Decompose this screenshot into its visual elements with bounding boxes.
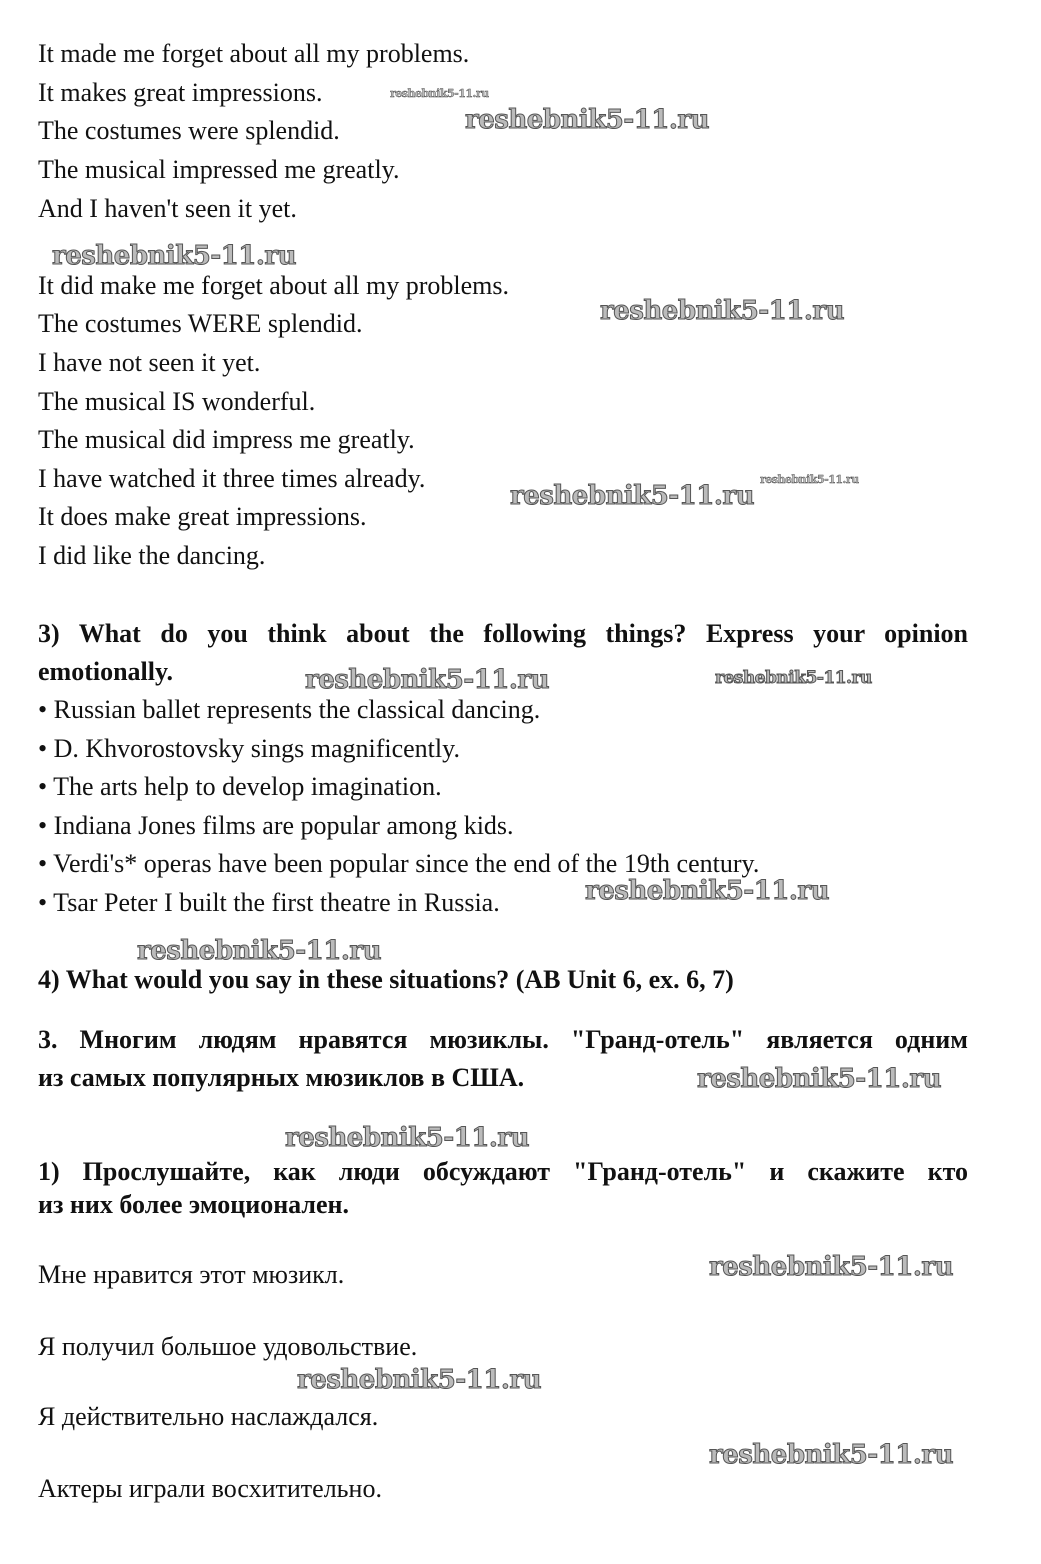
text-line: The musical impressed me greatly.	[38, 155, 400, 184]
watermark: reshebnik5-11.ru	[585, 876, 830, 906]
text-line: • The arts help to develop imagination.	[38, 772, 442, 801]
text-line: • Verdi's* operas have been popular since the end of the 19th century.	[38, 849, 760, 878]
watermark: reshebnik5-11.ru	[52, 241, 297, 271]
text-line: Я действительно наслаждался.	[38, 1402, 379, 1431]
watermark: reshebnik5-11.ru	[760, 473, 859, 486]
text-line: • Indiana Jones films are popular among kids.	[38, 811, 514, 840]
heading-line: 1) Прослушайте, как люди обсуждают "Гранд-отель" и скажите кто	[38, 1157, 968, 1186]
heading-line: 3) What do you think about the following things? Express your opinion	[38, 619, 968, 648]
text-line: I did like the dancing.	[38, 541, 266, 570]
text-line: • D. Khvorostovsky sings magnificently.	[38, 734, 460, 763]
heading-line: 3. Многим людям нравятся мюзиклы. "Гранд-отель" является одним	[38, 1025, 968, 1054]
text-line: The costumes WERE splendid.	[38, 309, 363, 338]
watermark: reshebnik5-11.ru	[715, 668, 872, 688]
heading-line: emotionally.	[38, 657, 174, 686]
watermark: reshebnik5-11.ru	[305, 665, 550, 695]
watermark: reshebnik5-11.ru	[465, 105, 710, 135]
watermark: reshebnik5-11.ru	[297, 1365, 542, 1395]
watermark: reshebnik5-11.ru	[709, 1252, 954, 1282]
watermark: reshebnik5-11.ru	[510, 481, 755, 511]
text-line: Актеры играли восхитительно.	[38, 1474, 382, 1503]
text-line: The musical did impress me greatly.	[38, 425, 415, 454]
heading-line: из самых популярных мюзиклов в США.	[38, 1063, 525, 1092]
heading-line: из них более эмоционален.	[38, 1190, 350, 1219]
text-line: • Tsar Peter I built the first theatre in Russia.	[38, 888, 500, 917]
text-line: Мне нравится этот мюзикл.	[38, 1260, 345, 1289]
watermark: reshebnik5-11.ru	[285, 1123, 530, 1153]
watermark: reshebnik5-11.ru	[697, 1064, 942, 1094]
text-line: And I haven't seen it yet.	[38, 194, 297, 223]
watermark: reshebnik5-11.ru	[137, 936, 382, 966]
text-line: Я получил большое удовольствие.	[38, 1332, 418, 1361]
text-line: The costumes were splendid.	[38, 116, 340, 145]
watermark: reshebnik5-11.ru	[600, 296, 845, 326]
heading-line: 4) What would you say in these situations? (AB Unit 6, ex. 6, 7)	[38, 965, 734, 994]
text-line: It does make great impressions.	[38, 502, 367, 531]
text-line: It made me forget about all my problems.	[38, 39, 470, 68]
text-line: It did make me forget about all my problems.	[38, 271, 510, 300]
text-line: I have not seen it yet.	[38, 348, 261, 377]
text-line: It makes great impressions.	[38, 78, 323, 107]
text-line: The musical IS wonderful.	[38, 387, 316, 416]
text-line: • Russian ballet represents the classical dancing.	[38, 695, 541, 724]
watermark: reshebnik5-11.ru	[709, 1440, 954, 1470]
text-line: I have watched it three times already.	[38, 464, 426, 493]
watermark: reshebnik5-11.ru	[390, 87, 489, 100]
